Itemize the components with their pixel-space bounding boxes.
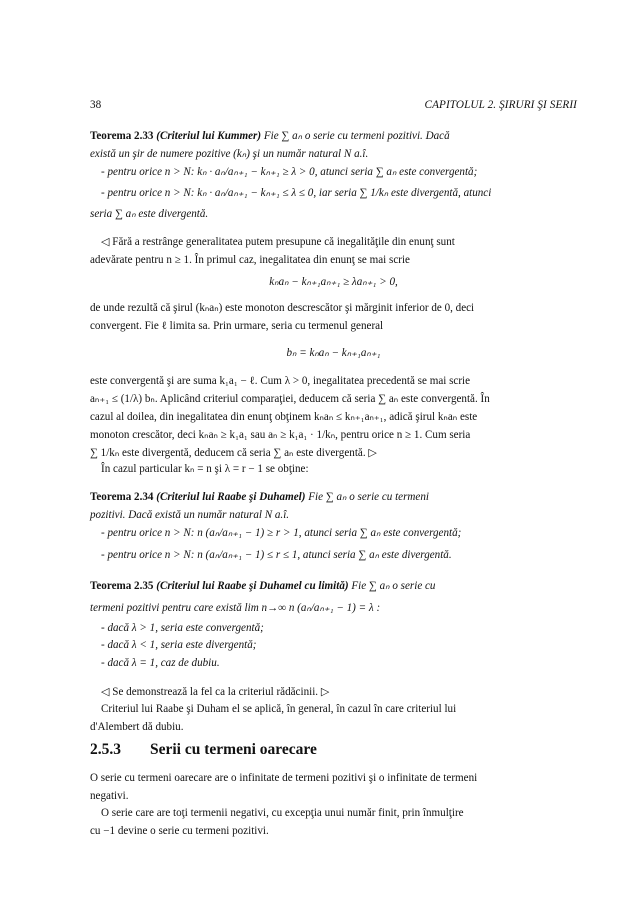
- proof-2-33-line-4: convergent. Fie ℓ limita sa. Prin urmare, seria cu termenul general: [90, 320, 384, 332]
- proof-2-35-line-1: ◁ Se demonstrează la fel ca la criteriul rădăcinii. ▷: [101, 686, 330, 698]
- theorem-2-33-line-4: - pentru orice n > N: kₙ · aₙ/aₙ₊₁ − kₙ₊₁ ≤ λ ≤ 0, iar seria ∑ 1/kₙ este divergentă, atunci: [101, 187, 492, 199]
- theorem-2-35-line-1: [90, 579, 577, 593]
- theorem-2-34-line-4: - pentru orice n > N: n (aₙ/aₙ₊₁ − 1) ≤ r ≤ 1, atunci seria ∑ aₙ este divergentă.: [101, 549, 452, 561]
- section-number: 2.5.3: [90, 741, 121, 758]
- theorem-2-35-line-2: termeni pozitivi pentru care există lim n→∞ n (aₙ/aₙ₊₁ − 1) = λ :: [90, 602, 381, 614]
- section-body-line-3: O serie care are toţi termenii negativi, cu excepţia unui număr finit, prin înmulţire: [101, 807, 464, 819]
- proof-2-33-line-8: monoton crescător, deci kₙaₙ ≥ k₁a₁ sau aₙ ≥ k₁a₁ · 1/kₙ, pentru orice n ≥ 1. Cum seria: [90, 429, 471, 441]
- proof-2-33-line-3: de unde rezultă că şirul (kₙaₙ) este monoton descrescător şi mărginit inferior de 0, deci: [90, 302, 475, 314]
- theorem-2-34-label: Teorema 2.34: [90, 491, 154, 503]
- theorem-2-35-line-5: - dacă λ = 1, caz de dubiu.: [101, 657, 220, 669]
- theorem-2-33-line-5: seria ∑ aₙ este divergentă.: [90, 208, 209, 220]
- proof-2-35-line-2: Criteriul lui Raabe şi Duham el se aplică, în general, în cazul în care criteriul lui: [101, 703, 457, 715]
- proof-2-33-line-5: este convergentă şi are suma k₁a₁ − ℓ. Cum λ > 0, inegalitatea precedentă se mai scrie: [90, 375, 471, 387]
- proof-2-33-formula-1: kₙaₙ − kₙ₊₁aₙ₊₁ ≥ λaₙ₊₁ > 0,: [269, 276, 398, 288]
- proof-2-33-line-10: În cazul particular kₙ = n şi λ = r − 1 se obţine:: [101, 463, 309, 475]
- proof-2-33-formula-2: bₙ = kₙaₙ − kₙ₊₁aₙ₊₁: [286, 347, 381, 359]
- theorem-2-34-line-1: [90, 490, 577, 504]
- theorem-2-34-line-3: - pentru orice n > N: n (aₙ/aₙ₊₁ − 1) ≥ r > 1, atunci seria ∑ aₙ este convergentă;: [101, 527, 462, 539]
- theorem-2-33-line-2: există un şir de numere pozitive (kₙ) şi un număr natural N a.î.: [90, 148, 369, 160]
- section-body-line-4: cu −1 devine o serie cu termeni pozitivi.: [90, 825, 269, 837]
- theorem-2-33-name: (Criteriul lui Kummer): [156, 130, 262, 142]
- theorem-2-35-line-3: - dacă λ > 1, seria este convergentă;: [101, 622, 264, 634]
- proof-2-33-line-9: ∑ 1/kₙ este divergentă, deducem că seria ∑ aₙ este divergentă. ▷: [90, 447, 377, 459]
- theorem-2-33-text-1: Fie ∑ aₙ o serie cu termeni pozitivi. Dacă: [263, 130, 450, 142]
- proof-2-33-line-2: adevărate pentru n ≥ 1. În primul caz, inegalitatea din enunţ se mai scrie: [90, 254, 410, 266]
- theorem-2-35-label: Teorema 2.35: [90, 580, 154, 592]
- proof-2-35-line-3: d'Alembert dă dubiu.: [90, 721, 184, 733]
- section-body-line-2: negativi.: [90, 790, 129, 802]
- proof-2-33-line-7: cazul al doilea, din inegalitatea din enunţ obţinem kₙaₙ ≤ kₙ₊₁aₙ₊₁, adică şirul kₙaₙ este: [90, 411, 478, 423]
- theorem-2-33-label: Teorema 2.33: [90, 130, 154, 142]
- section-body-line-1: O serie cu termeni oarecare are o infinitate de termeni pozitivi şi o infinitate de termeni: [90, 772, 478, 784]
- page-number: 38: [90, 99, 102, 111]
- theorem-2-34-text-1: Fie ∑ aₙ o serie cu termeni: [308, 491, 429, 503]
- proof-2-33-line-1: ◁ Fără a restrânge generalitatea putem presupune că inegalităţile din enunţ sunt: [101, 236, 455, 248]
- chapter-title: CAPITOLUL 2. ŞIRURI ŞI SERII: [424, 99, 577, 111]
- theorem-2-35-text-1: Fie ∑ aₙ o serie cu: [351, 580, 436, 592]
- section-title: Serii cu termeni oarecare: [150, 741, 317, 758]
- section-heading: [90, 741, 577, 761]
- theorem-2-34-name: (Criteriul lui Raabe şi Duhamel): [156, 491, 306, 503]
- theorem-2-33-line-3: - pentru orice n > N: kₙ · aₙ/aₙ₊₁ − kₙ₊₁ ≥ λ > 0, atunci seria ∑ aₙ este convergentă;: [101, 166, 478, 178]
- theorem-2-34-line-2: pozitivi. Dacă există un număr natural N a.î.: [90, 509, 290, 521]
- proof-2-33-line-6: aₙ₊₁ ≤ (1/λ) bₙ. Aplicând criteriul comparaţiei, deducem că seria ∑ aₙ este convergentă. În: [90, 393, 490, 405]
- theorem-2-35-name: (Criteriul lui Raabe şi Duhamel cu limită): [156, 580, 349, 592]
- theorem-2-35-line-4: - dacă λ < 1, seria este divergentă;: [101, 639, 257, 651]
- running-head: [90, 99, 577, 113]
- theorem-2-33-line-1: [90, 129, 577, 143]
